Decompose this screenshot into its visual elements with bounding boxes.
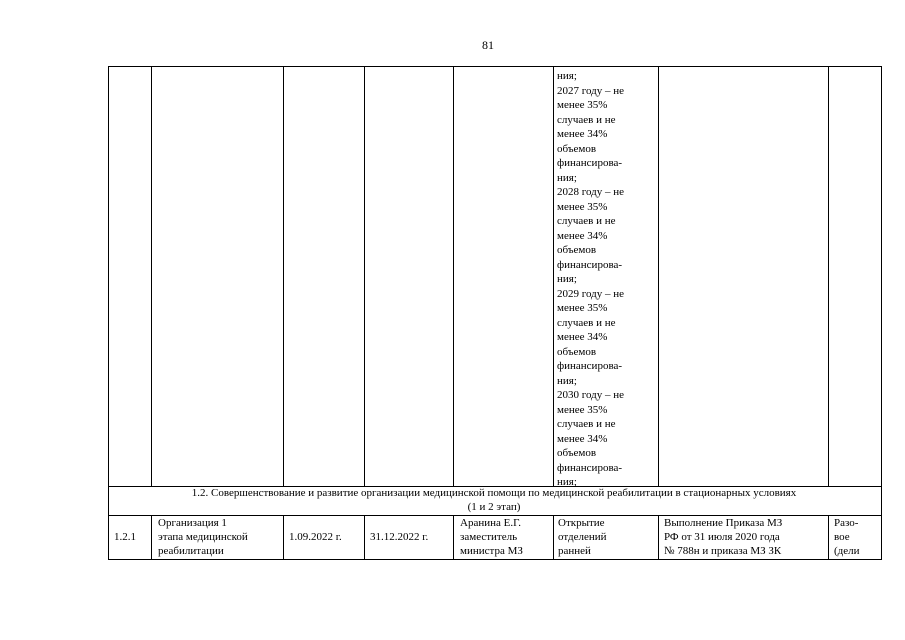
row-number: 1.2.1 <box>114 531 136 543</box>
text-line: Разо- <box>834 517 859 529</box>
text-line: ния; <box>557 476 577 488</box>
text-line: менее 35% <box>557 200 608 213</box>
text-line: Организация 1 <box>158 517 227 529</box>
text-line: 2029 году – не <box>557 287 625 300</box>
text-line: Выполнение Приказа МЗ <box>664 517 783 529</box>
section-title: 1.2. Совершенствование и развитие организации медицинской помощи по медицинской реабилитации в стационарных условиях <box>191 487 797 499</box>
column-divider <box>364 515 365 559</box>
text-line: объемов <box>557 244 597 256</box>
text-line: менее 35% <box>557 403 608 416</box>
column-divider <box>151 515 152 559</box>
text-line: РФ от 31 июля 2020 года <box>664 531 780 543</box>
text-line: № 788н и приказа МЗ ЗК <box>664 545 782 557</box>
text-line: менее 34% <box>557 432 608 445</box>
text-line: объемов <box>557 142 597 155</box>
text-line: ния; <box>557 70 577 82</box>
text-line: Аранина Е.Г. <box>460 517 521 529</box>
text-line: 2030 году – не <box>557 389 625 401</box>
end-date: 31.12.2022 г. <box>370 531 429 543</box>
section-stage: (1 и 2 этап) <box>467 501 521 513</box>
text-line: финансирова- <box>557 461 623 474</box>
text-line: министра МЗ <box>460 545 523 557</box>
plan-table <box>108 66 881 559</box>
activity-cell <box>158 516 248 558</box>
text-line: финансирова- <box>557 258 623 271</box>
text-line: ния; <box>557 273 577 285</box>
column-divider <box>658 66 659 486</box>
text-line: менее 34% <box>557 128 608 140</box>
page-number: 81 <box>482 38 494 52</box>
section-heading <box>108 486 880 514</box>
text-line: финансирова- <box>557 157 623 169</box>
text-line: ния; <box>557 374 577 387</box>
text-line: случаев и не <box>557 316 616 329</box>
text-line: 2028 году – не <box>557 186 625 198</box>
text-line: менее 35% <box>557 302 608 314</box>
column-divider <box>828 66 829 486</box>
text-line: случаев и не <box>557 113 616 126</box>
text-line: менее 34% <box>557 229 608 242</box>
text-line: Открытие <box>558 517 605 529</box>
text-line: случаев и не <box>557 215 616 227</box>
indicator-continuation <box>557 69 655 490</box>
column-divider <box>283 515 284 559</box>
result-cell <box>558 516 607 558</box>
column-divider <box>658 515 659 559</box>
type-cell <box>834 516 878 558</box>
basis-cell <box>664 516 782 558</box>
column-divider <box>453 66 454 486</box>
column-divider <box>151 66 152 486</box>
text-line: случаев и не <box>557 418 616 430</box>
text-line: заместитель <box>460 531 518 543</box>
column-divider <box>553 66 554 486</box>
column-divider <box>453 515 454 559</box>
text-line: отделений <box>558 531 607 543</box>
text-line: финансирова- <box>557 360 623 372</box>
text-line: реабилитации <box>158 545 224 557</box>
text-line: ния; <box>557 171 577 184</box>
responsible-cell <box>460 516 523 558</box>
column-divider <box>364 66 365 486</box>
text-line: менее 35% <box>557 99 608 111</box>
text-line: вое <box>834 531 850 543</box>
text-line: объемов <box>557 345 597 358</box>
column-divider <box>828 515 829 559</box>
text-line: (дели <box>834 545 860 557</box>
text-line: объемов <box>557 447 597 459</box>
start-date: 1.09.2022 г. <box>289 531 342 543</box>
column-divider <box>553 515 554 559</box>
text-line: менее 34% <box>557 331 608 343</box>
text-line: 2027 году – не <box>557 84 625 97</box>
column-divider <box>283 66 284 486</box>
text-line: ранней <box>558 545 591 557</box>
text-line: этапа медицинской <box>158 531 248 543</box>
